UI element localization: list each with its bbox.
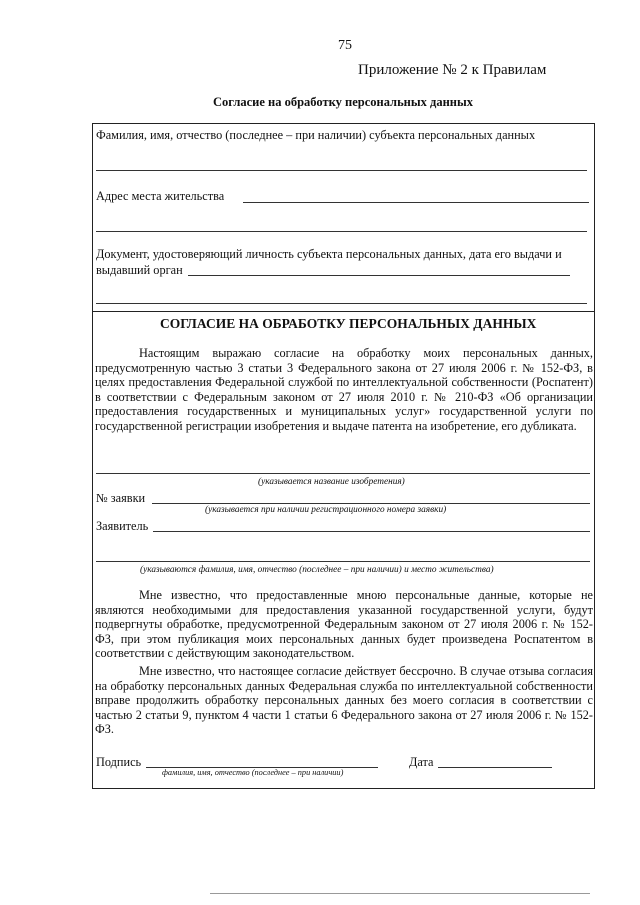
address-field-line2[interactable] — [96, 231, 587, 232]
consent-paragraph-3: Мне известно, что настоящее согласие действует бессрочно. В случае отзыва согласия на обработку персональных данных Федеральная служба по интеллектуальной собственности вправе продолжить обработку персональных данных без моего согласия в соответствии с частью 2 статьи 9, пунктом 4 части 1 статьи 6 Федерального закона от 27 июля 2006 г. № 152-ФЗ. — [95, 664, 593, 737]
section-divider — [92, 311, 595, 312]
date-label: Дата — [409, 755, 434, 769]
document-title: Согласие на обработку персональных данных — [213, 95, 474, 109]
address-field[interactable] — [243, 202, 589, 203]
application-label: № заявки — [96, 491, 146, 505]
applicant-field-line2[interactable] — [96, 561, 590, 562]
consent-heading: СОГЛАСИЕ НА ОБРАБОТКУ ПЕРСОНАЛЬНЫХ ДАННЫХ — [160, 316, 537, 331]
consent-paragraph-2: Мне известно, что предоставленные мною персональные данные, которые не являются необходимыми для предоставления указанной государственной услуги, будут подвергнуты обработке, предусмотренной Федеральным законом от 27 июля 2006 г. № 152-ФЗ, при этом публикация моих персональных данных будет произведена Роспатентом в соответствии с действующим законодательством. — [95, 588, 593, 661]
invention-name-field[interactable] — [96, 473, 590, 474]
application-note: (указывается при наличии регистрационного номера заявки) — [205, 505, 447, 515]
application-number-field[interactable] — [152, 503, 590, 504]
signature-label: Подпись — [96, 755, 142, 769]
applicant-note: (указываются фамилия, имя, отчество (последнее – при наличии) и место жительства) — [140, 565, 494, 575]
full-name-label: Фамилия, имя, отчество (последнее – при наличии) субъекта персональных данных — [96, 128, 536, 142]
page-number: 75 — [338, 38, 352, 53]
signature-note: фамилия, имя, отчество (последнее – при наличии) — [162, 768, 344, 777]
id-document-field-line2[interactable] — [96, 303, 587, 304]
appendix-title: Приложение № 2 к Правилам — [358, 62, 547, 78]
consent-paragraph-1: Настоящим выражаю согласие на обработку моих персональных данных, предусмотренную частью 3 статьи 3 Федерального закона от 27 июля 2006 г. № 152-ФЗ, в целях предоставления Федеральной службой по интеллектуальной собственности (Роспатент) в соответствии с Федеральным законом от 27 июля 2010 г. № 210-ФЗ «Об организации предоставления государственных и муниципальных услуг» государственной услуги по государственной регистрации изобретения и выдаче патента на изобретение, его дубликата. — [95, 346, 593, 433]
id-document-label: Документ, удостоверяющий личность субъекта персональных данных, дата его выдачи и — [96, 247, 562, 261]
applicant-label: Заявитель — [96, 519, 149, 533]
invention-note: (указывается название изобретения) — [258, 477, 405, 487]
id-document-label-cont: выдавший орган — [96, 263, 183, 277]
date-field[interactable] — [438, 767, 552, 768]
page-edge-line — [210, 893, 590, 894]
applicant-field[interactable] — [153, 531, 590, 532]
address-label: Адрес места жительства — [96, 189, 225, 203]
id-document-field[interactable] — [188, 275, 570, 276]
full-name-field[interactable] — [96, 170, 587, 171]
